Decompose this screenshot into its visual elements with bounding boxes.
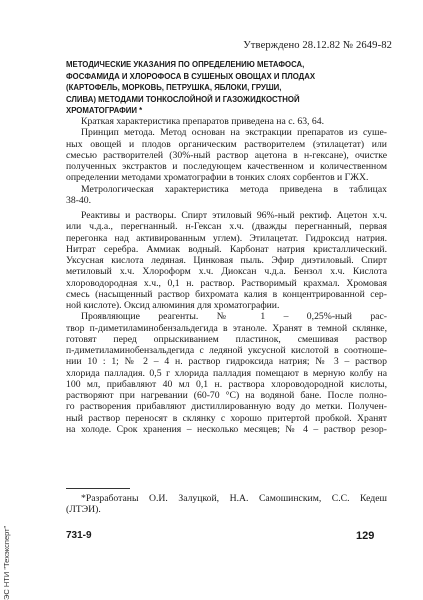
footnote-line: (ЛТЭИ). [66,504,101,516]
body-line: го растворения прибавляют дистиллированную воду до метки. Получен- [66,401,387,413]
body-line: Принцип метода. Метод основан на экстракции препаратов из суше- [81,127,387,139]
body-line: Нитрат серебра. Аммиак водный. Карбонат натрия кристаллический. [66,243,387,255]
title-line: (КАРТОФЕЛЬ, МОРКОВЬ, ПЕТРУШКА, ЯБЛОКИ, ГРУШИ, [66,83,282,93]
body-line: Краткая характеристика препаратов приведена на с. 63, 64. [81,116,324,127]
body-line: определении методами хроматографии в тонких слоях сорбентов и ГЖХ. [66,172,369,184]
body-line: нии 10 : 1; № 2 – 4 н. раствор гидроксида натрия; № 3 – раствор [66,356,387,368]
title-line: СЛИВА) МЕТОДАМИ ТОНКОСЛОЙНОЙ И ГАЗОЖИДКОСТНОЙ [66,94,300,104]
body-line: или ч.д.а., перегнанный. н-Гексан х.ч. (дважды перегнанный, первая [66,221,387,233]
body-line: 100 мл, прибавляют 40 мл 0,1 н. раствора хлороводородной кислоты, [66,378,387,390]
body-line: хлороводородная х.ч., 0,1 н. раствор. Растворимый крахмал. Хромовая [66,277,387,289]
title-line: ФОСФАМИДА И ХЛОРОФОСА В СУШЕНЫХ ОВОЩАХ И ПЛОДАХ [66,71,316,81]
document-title [66,59,366,117]
body-line: ной кислоте). Оксид алюминия для хроматографии. [66,300,280,311]
body-line: п-диметиламинобензальдегида с ледяной уксусной кислотой в соотноше- [66,345,387,356]
footnote-separator [66,488,130,489]
body-line: готовят перед опрыскиванием пластинок, смешивая раствор [66,333,387,345]
footnote [66,493,387,516]
body-line: на холоде. Срок хранения – несколько месяцев; № 4 – раствор резор- [66,423,387,435]
body-line: Уксусная кислота ледяная. Цинковая пыль. Эфир диэтиловый. Спирт [66,255,387,266]
body-line: Проявляющие реагенты. № 1 – 0,25%-ный рас- [81,311,387,323]
body-line: полученных экстрактов и последующем качественном и количественном [66,161,387,172]
title-line: МЕТОДИЧЕСКИЕ УКАЗАНИЯ ПО ОПРЕДЕЛЕНИЮ МЕТАФОСА, [66,60,305,69]
approval-line: Утверждено 28.12.82 № 2649-82 [243,40,392,51]
body-line: Реактивы и растворы. Спирт этиловый 96%-ный ректиф. Ацетон х.ч. [81,210,387,221]
body-line: 38-40. [66,194,92,206]
body-text [66,116,387,435]
print-code: 731-9 [66,530,92,541]
body-line: Метрологическая характеристика метода приведена в таблицах [81,183,387,195]
title-line: ХРОМАТОГРАФИИ * [66,106,143,116]
body-line: ный раствор переносят в склянку с хорошо притертой пробкой. Хранят [66,412,387,424]
body-line: смесью растворителей (30%-ный раствор ацетона в н-гексане), очистке [66,149,387,161]
body-line: перегонка над активированным углем). Этилацетат. Гидроксид натрия. [66,232,387,244]
body-line: смесь (насыщенный раствор бихромата калия в концентрированной сер- [66,288,387,300]
side-stamp: ЭС НТИ "Техэксперт" [2,525,11,600]
page-number: 129 [356,530,375,542]
body-line: хлорида палладия. 0,5 г хлорида палладия помещают в мерную колбу на [66,367,387,379]
body-line: ных овощей и плодов органическим растворителем (этилацетат) или [66,138,387,150]
body-line: твор п-диметиламинобензальдегида в этаноле. Хранят в темной склянке, [66,322,387,334]
body-line: метиловый х.ч. Хлороформ х.ч. Диоксан ч.д.а. Бензол х.ч. Кислота [66,266,387,278]
body-line: растворяют при нагревании (60-70 °С) на водяной бане. После полно- [66,390,387,401]
footnote-line: *Разработаны О.И. Залуцкой, Н.А. Самошинским, С.С. Кедеш [81,493,387,504]
